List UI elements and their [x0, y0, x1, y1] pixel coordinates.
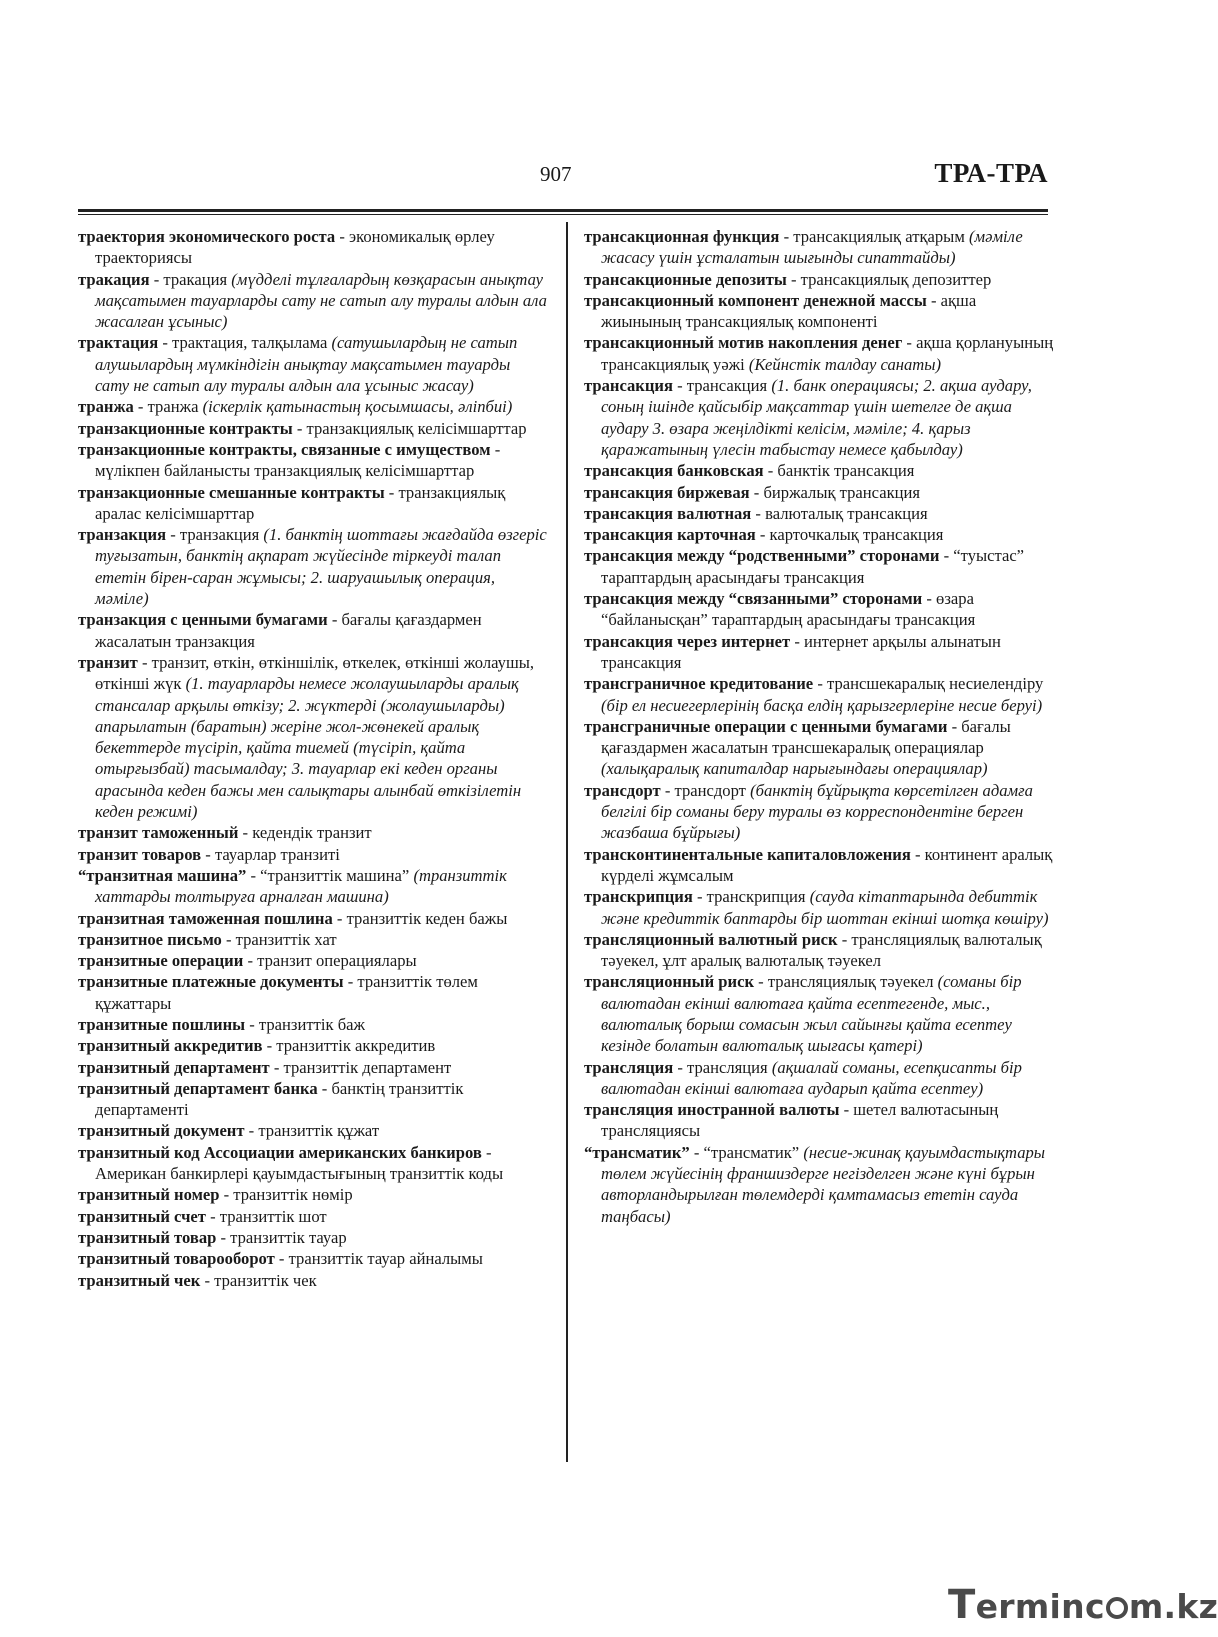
entry-term: транзитная таможенная пошлина [78, 908, 333, 928]
entry-note: (ақшалай соманы, есепқисапты бір валютадан екінші валютаға аударып қайта есептеу) [601, 1057, 1022, 1098]
entry-definition: - транзиттік баж [245, 1014, 365, 1034]
dictionary-entry [584, 226, 1054, 269]
dictionary-entry [584, 929, 1054, 972]
entry-definition: - транжа [133, 397, 203, 417]
entry-term: трансакционные депозиты [584, 269, 787, 289]
entry-term: транзитный товар [78, 1227, 217, 1247]
entry-definition: - транзакция [166, 525, 264, 545]
entry-term: транзитный счет [78, 1206, 206, 1226]
dictionary-entry [584, 332, 1054, 375]
entry-definition: - транзиттік департамент [269, 1057, 452, 1077]
entry-term: транзитный департамент банка [78, 1078, 318, 1098]
entry-definition: - транзит, өткін, өткіншілік, өткелек, өткінші жолаушы, өткінші жүк [95, 652, 535, 694]
dictionary-entry [584, 780, 1054, 844]
entry-definition: - тауарлар транзиті [201, 844, 340, 864]
entry-term: “трансматик” [584, 1142, 690, 1162]
entry-term: трактация [78, 333, 159, 353]
entry-definition: - транзиттік нөмір [219, 1185, 353, 1205]
entry-term: трансакция банковская [584, 461, 764, 481]
dictionary-entry [78, 950, 548, 971]
entry-definition: - транзиттік хат [221, 929, 337, 949]
entry-term: трансакционный мотив накопления денег [584, 333, 903, 353]
dictionary-entry [584, 524, 1054, 545]
entry-term: транзитные пошлины [78, 1014, 246, 1034]
dictionary-entry [78, 269, 548, 333]
entry-definition: - “трансматик” [689, 1142, 804, 1162]
dictionary-entry [584, 503, 1054, 524]
entry-note: (сатушылардың не сатып алушылардың мүмкіндігін анықтау мақсатымен тауарды сату не сатып алу туралы алдын ала ұсыныс жасау) [95, 333, 518, 396]
entry-definition: - кедендік транзит [238, 823, 372, 843]
entry-definition: - валюталық трансакция [751, 503, 928, 523]
entry-definition: - трансляциялық валюталық тәуекел, ұлт аралық валюталық тәуекел [601, 929, 1042, 971]
termincom-logo: Terminc m.kz [948, 1582, 1218, 1628]
entry-term: трансконтинентальные капиталовложения [584, 844, 911, 864]
entry-term: трансакция между “родственными” сторонами [584, 546, 940, 566]
dictionary-entry [584, 290, 1054, 333]
column-divider [566, 222, 568, 1462]
dictionary-entry [584, 482, 1054, 503]
dictionary-entry [584, 375, 1054, 460]
dictionary-entry [78, 1142, 548, 1185]
entry-term: трансграничное кредитование [584, 674, 814, 694]
entry-term: трансакционный компонент денежной массы [584, 290, 927, 310]
dictionary-entry [584, 886, 1054, 929]
entry-definition: - трактация, талқылама [158, 333, 332, 353]
entry-definition: - трансляциялық тәуекел [754, 972, 938, 992]
entry-definition: - транзиттік кеден бажы [332, 908, 508, 928]
entry-term: транжа [78, 397, 134, 417]
entry-term: транзитный товарооборот [78, 1249, 275, 1269]
entry-definition: - интернет арқылы алынатын трансакция [601, 631, 1001, 672]
entry-definition: - банктік трансакция [763, 461, 915, 481]
dictionary-entry [78, 1035, 548, 1056]
entry-term: транзитный код Ассоциации американских банкиров [78, 1142, 482, 1162]
entry-definition: - транзиттік аккредитив [262, 1036, 436, 1056]
dictionary-entry [584, 1142, 1054, 1227]
running-head: ТРА-ТРА [934, 158, 1048, 188]
entry-note: (транзиттік хаттарды толтыруға арналған машина) [95, 865, 507, 907]
entry-note: (бір ел несиегерлерінің басқа елдің қарызгерлеріне несие беруі) [601, 695, 1043, 715]
dictionary-entry [78, 332, 548, 396]
entry-note: (халықаралық капиталдар нарығындағы операциялар) [601, 759, 988, 779]
entry-term: транскрипция [584, 887, 693, 907]
entry-definition: - ақша қорлануының трансакциялық уәжі [601, 333, 1054, 374]
entry-definition: - трансакциялық атқарым [779, 227, 969, 246]
entry-definition: - трансакциялық депозиттер [786, 269, 992, 289]
dictionary-entry [78, 844, 548, 865]
dictionary-entry [78, 822, 548, 843]
dictionary-entry [78, 1184, 548, 1205]
dictionary-entry [584, 844, 1054, 887]
entry-term: транзакция [78, 525, 167, 545]
entry-term: транзит товаров [78, 844, 202, 864]
entry-term: транзитный аккредитив [78, 1036, 263, 1056]
entry-definition: - бағалы қағаздармен жасалатын транзакция [95, 610, 482, 651]
entry-definition: - транзиттік шот [205, 1206, 327, 1226]
entry-term: трансляционный валютный риск [584, 929, 838, 949]
header-rule-thick [78, 209, 1048, 212]
entry-definition: - транзиттік тауар айналымы [274, 1249, 483, 1269]
entry-term: транзитные операции [78, 951, 244, 971]
entry-term: транзитные платежные документы [78, 972, 344, 992]
entry-term: тракация [78, 269, 150, 289]
entry-term: трансляция иностранной валюты [584, 1100, 840, 1120]
dictionary-entry [78, 971, 548, 1014]
dictionary-entry [78, 482, 548, 525]
entry-term: трансакция через интернет [584, 631, 791, 651]
logo-circle-icon [1106, 1597, 1128, 1619]
entry-term: транзитный номер [78, 1185, 220, 1205]
entry-term: трансакция между “связанными” сторонами [584, 589, 923, 609]
entry-definition: - транзиттік құжат [244, 1121, 380, 1141]
dictionary-entry [78, 1057, 548, 1078]
entry-term: трансакция [584, 376, 673, 396]
entry-definition: - трансдорт [660, 780, 751, 800]
entry-note: (сауда кітаптарында дебиттік және кредиттік баптарды бір шоттан екінші шотқа көшіру) [601, 887, 1049, 928]
dictionary-entry [78, 609, 548, 652]
header-rule-thin [78, 214, 1048, 215]
entry-definition: - “транзиттік машина” [246, 865, 414, 885]
entry-term: транзитный документ [78, 1121, 245, 1141]
entry-term: транзит [78, 652, 138, 672]
entry-definition: - транзакциялық аралас келісімшарттар [95, 482, 506, 523]
entry-definition: - биржалық трансакция [749, 482, 921, 502]
dictionary-entry [78, 1248, 548, 1269]
dictionary-entry [78, 1227, 548, 1248]
entry-definition: - транзакциялық келісімшарттар [292, 418, 527, 438]
entry-term: трансграничные операции с ценными бумагами [584, 716, 948, 736]
entry-term: транзит таможенный [78, 823, 239, 843]
entry-definition: - транскрипция [692, 887, 810, 907]
entry-definition: - шетел валютасының трансляциясы [601, 1100, 999, 1141]
entry-definition: - трансшекаралық несиелендіру [813, 674, 1044, 694]
dictionary-entry [78, 865, 548, 908]
entry-term: трансакция валютная [584, 503, 752, 523]
dictionary-entry [78, 908, 548, 929]
entry-definition: - транзиттік чек [200, 1270, 317, 1290]
entry-term: трансакция карточная [584, 525, 756, 545]
page-number: 907 [540, 162, 572, 186]
dictionary-entry [584, 971, 1054, 1056]
entry-note: (банктің бұйрықта көрсетілген адамға белгілі бір соманы беру туралы өз корреспондентіне берген жазбаша бұйрығы) [601, 780, 1033, 843]
dictionary-entry [78, 1120, 548, 1141]
dictionary-entry [78, 396, 548, 417]
dictionary-entry [78, 652, 548, 822]
entry-definition: - ақша жиынының трансакциялық компоненті [601, 290, 977, 332]
entry-definition: - трансляция [673, 1057, 772, 1077]
dictionary-entry [584, 460, 1054, 481]
dictionary-entry [584, 631, 1054, 674]
entry-definition: - континент аралық күрделі жұмсалым [601, 844, 1053, 885]
dictionary-entry [584, 1099, 1054, 1142]
entry-term: траектория экономического роста [78, 227, 336, 246]
entry-note: (мәміле жасасу үшін ұсталатын шығынды сипаттайды) [601, 227, 1023, 268]
dictionary-entry [78, 1078, 548, 1121]
entry-definition: - бағалы қағаздармен жасалатын трансшекаралық операциялар [601, 716, 1011, 758]
entry-term: трансдорт [584, 780, 661, 800]
dictionary-entry [584, 716, 1054, 780]
dictionary-entry [78, 524, 548, 609]
entry-definition: - транзиттік төлем құжаттары [95, 972, 478, 1013]
entry-term: “транзитная машина” [78, 865, 247, 885]
entry-note: (1. банктің шоттағы жағдайда өзгеріс туғызатын, банктің ақпарат жүйесінде тіркеуді талап ететін бірен-саран жұмысы; 2. шаруашылық операция, мәміле) [95, 525, 547, 609]
dictionary-entry [584, 1057, 1054, 1100]
entry-definition: - трансакция [672, 376, 772, 396]
entry-term: транзакция с ценными бумагами [78, 610, 328, 630]
entry-definition: - экономикалық өрлеу траекториясы [95, 227, 495, 268]
entry-note: (соманы бір валютадан екінші валютаға қайта есептегенде, мыс., валюталық борыш сомасын жыл сайынғы қайта есептеу кезінде болатын валюталық шығасы қатері) [601, 972, 1022, 1056]
entry-note: (Кейнстік талдау санаты) [748, 354, 942, 374]
entry-term: транзакционные контракты, связанные с имуществом [78, 439, 491, 459]
entry-note: (несие-жинақ қауымдастықтары төлем жүйесінің франшиздерге негізделген және күні бұрын авторландырылған төлемдерді қамтамасыз ететін сауда таңбасы) [601, 1142, 1046, 1226]
left-column [78, 226, 548, 1291]
dictionary-entry [78, 418, 548, 439]
entry-definition: - мүлікпен байланысты транзакциялық келісімшарттар [95, 439, 501, 481]
entry-term: трансакция биржевая [584, 482, 750, 502]
dictionary-entry [584, 545, 1054, 588]
dictionary-entry [78, 1014, 548, 1035]
dictionary-entry [78, 439, 548, 482]
entry-note: (іскерлік қатынастың қосымшасы, әліпбиі) [202, 397, 513, 417]
entry-definition: - транзит операциялары [243, 951, 417, 971]
dictionary-entry [78, 1270, 548, 1291]
right-column [584, 226, 1054, 1227]
entry-term: трансляционный риск [584, 972, 755, 992]
dictionary-entry [78, 226, 548, 269]
entry-term: транзакционные смешанные контракты [78, 482, 385, 502]
dictionary-entry [584, 673, 1054, 716]
entry-term: транзитное письмо [78, 929, 222, 949]
entry-definition: - транзиттік тауар [216, 1227, 347, 1247]
dictionary-entry [78, 1206, 548, 1227]
entry-definition: - карточкалық трансакция [755, 525, 944, 545]
entry-definition: - “туыстас” тараптардың арасындағы трансакция [601, 546, 1025, 587]
entry-note: (1. банк операциясы; 2. ақша аудару, соның ішінде қайсыбір мақсаттар үшін шетелге де ақша аудару 3. өзара жеңілдікті келісім, мәміле; 4. қарыз қаражатының үлесін табыстау немесе қабылдау) [601, 376, 1032, 459]
entry-definition: - өзара “байланысқан” тараптардың арасындағы трансакция [601, 589, 976, 630]
entry-definition: - тракация [149, 269, 232, 289]
entry-term: трансляция [584, 1057, 674, 1077]
entry-definition: - банктің транзиттік департаменті [95, 1078, 464, 1120]
entry-note: (1. тауарларды немесе жолаушыларды аралық стансалар арқылы өткізу; 2. жүктерді (жолаушыларды) апарылатын (баратын) жеріне жол-жөнекей аралық бекеттерде түсіріп, қайта тиемей (түсіріп, қайта отырғызбай) тасымалдау; 3. тауарлар екі кеден органы арасында кеден бажы мен салықтары алынбай өткізілетін кеден режимі) [95, 674, 522, 822]
entry-term: транзакционные контракты [78, 418, 293, 438]
entry-term: транзитный чек [78, 1270, 201, 1290]
dictionary-entry [584, 269, 1054, 290]
entry-term: трансакционная функция [584, 227, 780, 246]
entry-term: транзитный департамент [78, 1057, 270, 1077]
entry-note: (мүдделі тұлғалардың көзқарасын анықтау мақсатымен тауарларды сату не сатып алу туралы алдын ала жасалған ұсыныс) [95, 269, 547, 332]
dictionary-entry [78, 929, 548, 950]
entry-definition: - Американ банкирлері қауымдастығының транзиттік коды [95, 1142, 504, 1184]
dictionary-entry [584, 588, 1054, 631]
